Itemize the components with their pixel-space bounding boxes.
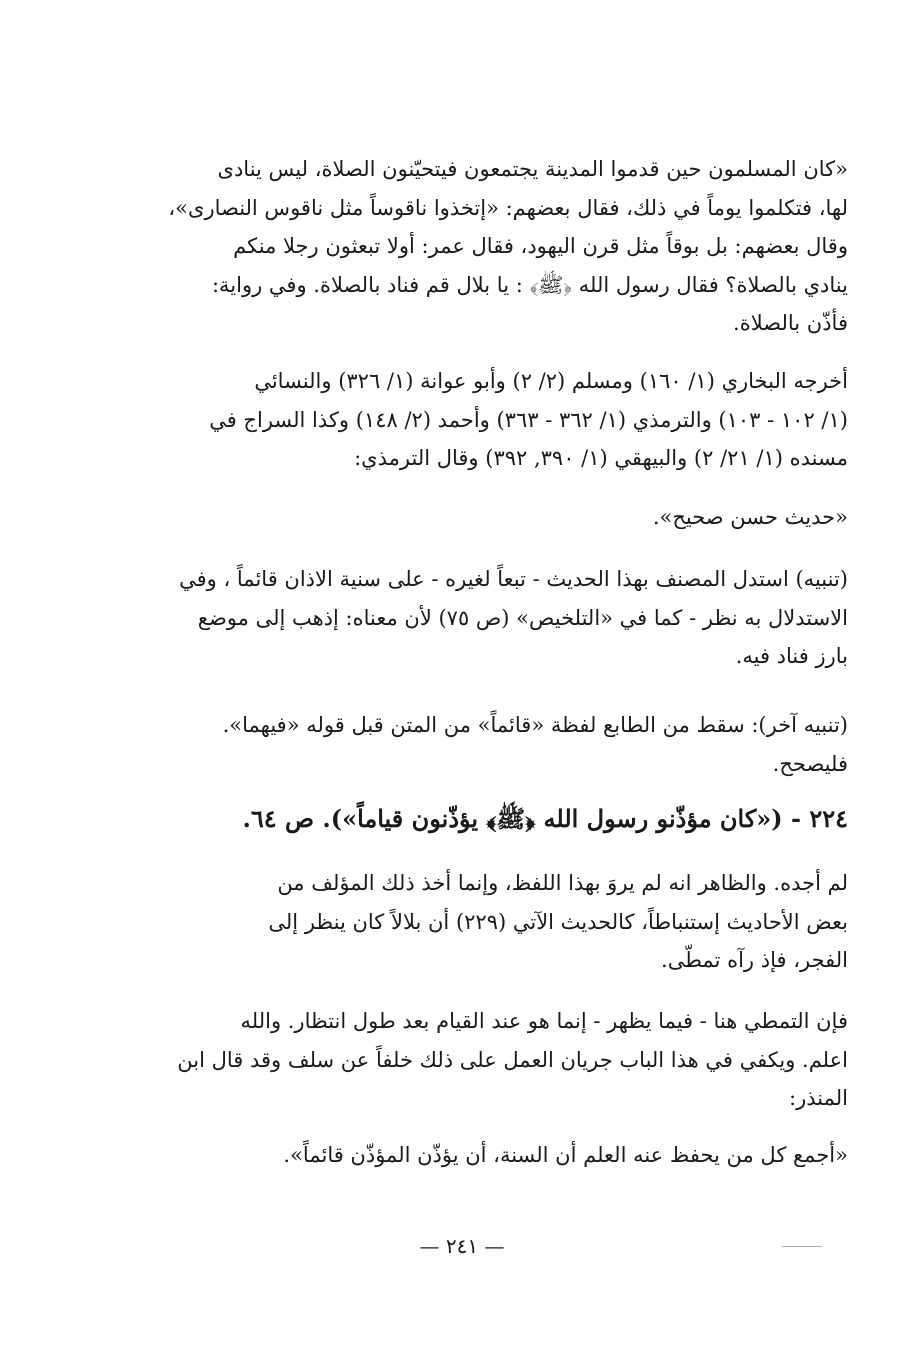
text-line: فإن التمطي هنا - فيما يظهر - إنما هو عند القيام بعد طول انتظار. والله — [240, 1009, 848, 1033]
text-line: الفجر، فإذ رآه تمطّى. — [661, 948, 848, 972]
text-line: «حديث حسن صحيح». — [652, 505, 848, 529]
text-line: اعلم. ويكفي في هذا الباب جريان العمل على ذلك خلفاً عن سلف وقد قال ابن — [177, 1047, 848, 1072]
hadith-text — [160, 150, 848, 343]
takhrij-paragraph — [160, 362, 848, 478]
text-line: بعض الأحاديث إستنباطاً، كالحديث الآتي (٢٢٩) أن بلالاً كان ينظر إلى — [268, 909, 848, 934]
text-line: وقال بعضهم: بل بوقاً مثل قرن اليهود، فقال عمر: أولا تبعثون رجلا منكم — [233, 234, 848, 258]
text-line: فليصحح. — [772, 751, 848, 776]
commentary-paragraph — [160, 864, 848, 980]
text-line: (تنبيه آخر): سقط من الطابع لفظة «قائماً» من المتن قبل قوله «فيهما». — [222, 713, 848, 737]
text-line: (١/ ١٠٢ - ١٠٣) والترمذي (١/ ٣٦٢ - ٣٦٣) وأحمد (٢/ ١٤٨) وكذا السراج في — [209, 407, 848, 432]
text-line: ينادي بالصلاة؟ فقال رسول الله ﴿ﷺ﴾ : يا بلال قم فناد بالصلاة. وفي رواية: — [211, 272, 848, 297]
page-number: — ٢٤١ — — [419, 1234, 505, 1258]
text-line: بارز فناد فيه. — [735, 644, 848, 668]
hadith-heading-224 — [160, 800, 848, 839]
text-line: فأذّن بالصلاة. — [733, 311, 848, 335]
text-line: المنذر: — [789, 1086, 848, 1110]
text-line: لم أجده. والظاهر انه لم يروَ بهذا اللفظ، وإنما أخذ ذلك المؤلف من — [277, 871, 848, 895]
text-line: (تنبيه) استدل المصنف بهذا الحديث - تبعاً لغيره - على سنية الاذان قائماً ، وفي — [179, 567, 848, 591]
heading-line: ٢٢٤ - («كان مؤذّنو رسول الله ﴿ﷺ﴾ يؤذّنون قياماً»). ص ٦٤. — [242, 804, 848, 833]
text-line: «أجمع كل من يحفظ عنه العلم أن السنة، أن يؤذّن المؤذّن قائماً». — [283, 1143, 848, 1167]
text-line: لها، فتكلموا يوماً في ذلك، فقال بعضهم: «إتخذوا ناقوساً مثل ناقوس النصارى»، — [168, 195, 848, 220]
tamatti-paragraph — [160, 1002, 848, 1118]
text-line: الاستدلال به نظر - كما في «التلخيص» (ص ٧٥) لأن معناه: إذهب إلى موضع — [197, 605, 848, 630]
ibn-mundhir-quote — [160, 1136, 848, 1175]
second-note-paragraph — [160, 706, 848, 783]
text-line: «كان المسلمون حين قدموا المدينة يجتمعون فيتحيّنون الصلاة، ليس ينادى — [217, 157, 848, 181]
note-paragraph — [160, 560, 848, 676]
tirmidhi-verdict — [160, 498, 848, 537]
text-line: مسنده (١/ ٢١/ ٢) والبيهقي (١/ ٣٩٠, ٣٩٢) وقال الترمذي: — [354, 446, 848, 470]
scan-rule — [782, 1246, 822, 1247]
text-line: أخرجه البخاري (١/ ١٦٠) ومسلم (٢/ ٢) وأبو عوانة (١/ ٣٢٦) والنسائي — [254, 369, 848, 393]
